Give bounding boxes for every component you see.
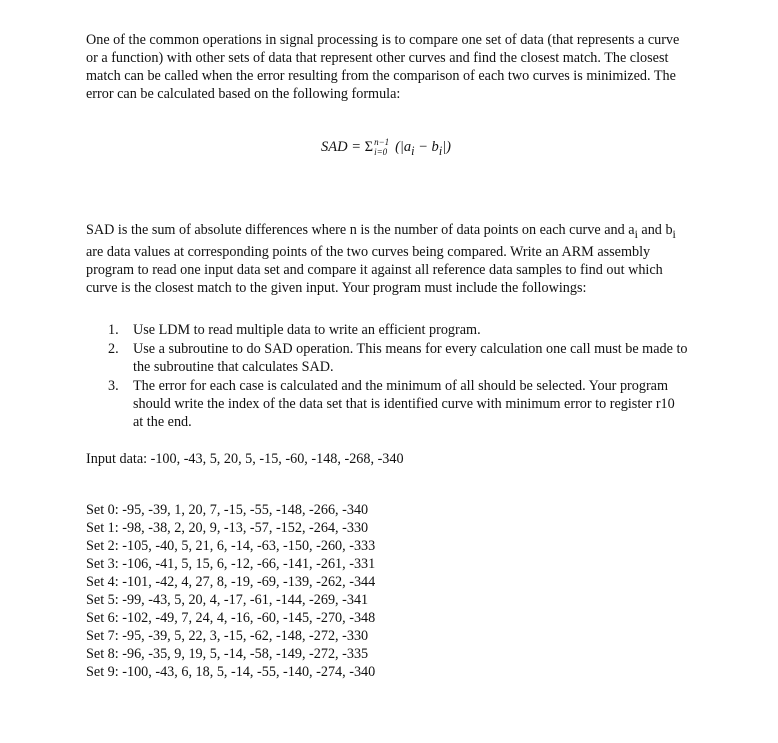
- requirements-list: [108, 321, 688, 431]
- list-item-text: The error for each case is calculated and the minimum of all should be selected. Your program should write the index of the data set that is identified curve with minimum error to register r10 at the end.: [133, 378, 675, 430]
- formula-body: (|a: [395, 139, 412, 155]
- formula-sigma: Σ: [364, 139, 374, 155]
- formula-minus: − b: [414, 139, 439, 155]
- reference-sets-list: [86, 501, 375, 681]
- definition-part3: are data values at corresponding points of the two curves being compared. Write an ARM assembly program to read one input data set and compare it against all reference data samples to find out which curve is the closest match to the given input. Your program must include the followings:: [86, 243, 663, 296]
- list-item: [108, 377, 688, 431]
- set-row: Set 3: -106, -41, 5, 15, 6, -12, -66, -141, -261, -331: [86, 556, 376, 572]
- set-row: Set 0: -95, -39, 1, 20, 7, -15, -55, -148, -266, -340: [86, 502, 369, 518]
- formula-lower-limit: i=0: [374, 146, 388, 157]
- list-item-number: 2.: [108, 341, 119, 357]
- set-row: Set 4: -101, -42, 4, 27, 8, -19, -69, -139, -262, -344: [86, 574, 376, 590]
- intro-paragraph: One of the common operations in signal processing is to compare one set of data (that represents a curve or a function) with other sets of data that represent other curves and find the closest match. The closest match can be called when the error resulting from the comparison of each two curves is minimized. The error can be calculated based on the following formula:: [86, 32, 680, 102]
- formula-upper-limit: n−1: [374, 136, 390, 147]
- definition-part2: and b: [637, 222, 673, 238]
- set-row: Set 8: -96, -35, 9, 19, 5, -14, -58, -149, -272, -335: [86, 646, 369, 662]
- set-row: Set 9: -100, -43, 6, 18, 5, -14, -55, -140, -274, -340: [86, 664, 376, 680]
- definition-part1: SAD is the sum of absolute differences where n is the number of data points on each curve and a: [86, 222, 635, 238]
- formula-sub-a: i: [411, 143, 415, 158]
- set-row: Set 2: -105, -40, 5, 21, 6, -14, -63, -150, -260, -333: [86, 538, 376, 554]
- list-item: [108, 321, 688, 339]
- document-page: [86, 31, 688, 680]
- list-item-number: 1.: [108, 322, 119, 338]
- list-item-text: Use LDM to read multiple data to write an efficient program.: [133, 322, 481, 338]
- formula-sub-b: i: [438, 143, 443, 158]
- set-row: Set 1: -98, -38, 2, 20, 9, -13, -57, -152, -264, -330: [86, 520, 369, 536]
- formula-lhs: SAD =: [321, 139, 365, 155]
- input-data-line: Input data: -100, -43, 5, 20, 5, -15, -60, -148, -268, -340: [86, 451, 404, 467]
- set-row: Set 5: -99, -43, 5, 20, 4, -17, -61, -144, -269, -341: [86, 592, 369, 608]
- set-row: Set 7: -95, -39, 5, 22, 3, -15, -62, -148, -272, -330: [86, 628, 369, 644]
- list-item: [108, 340, 688, 376]
- list-item-text: Use a subroutine to do SAD operation. This means for every calculation one call must be made to the subroutine that calculates SAD.: [133, 341, 688, 375]
- definition-sub-a: i: [634, 226, 638, 241]
- list-item-number: 3.: [108, 378, 119, 394]
- set-row: Set 6: -102, -49, 7, 24, 4, -16, -60, -145, -270, -348: [86, 610, 376, 626]
- formula-limits: [373, 138, 395, 158]
- sad-formula: [86, 137, 686, 161]
- definition-paragraph: [86, 221, 686, 297]
- formula-close: |): [442, 139, 451, 155]
- definition-sub-b: i: [672, 226, 676, 241]
